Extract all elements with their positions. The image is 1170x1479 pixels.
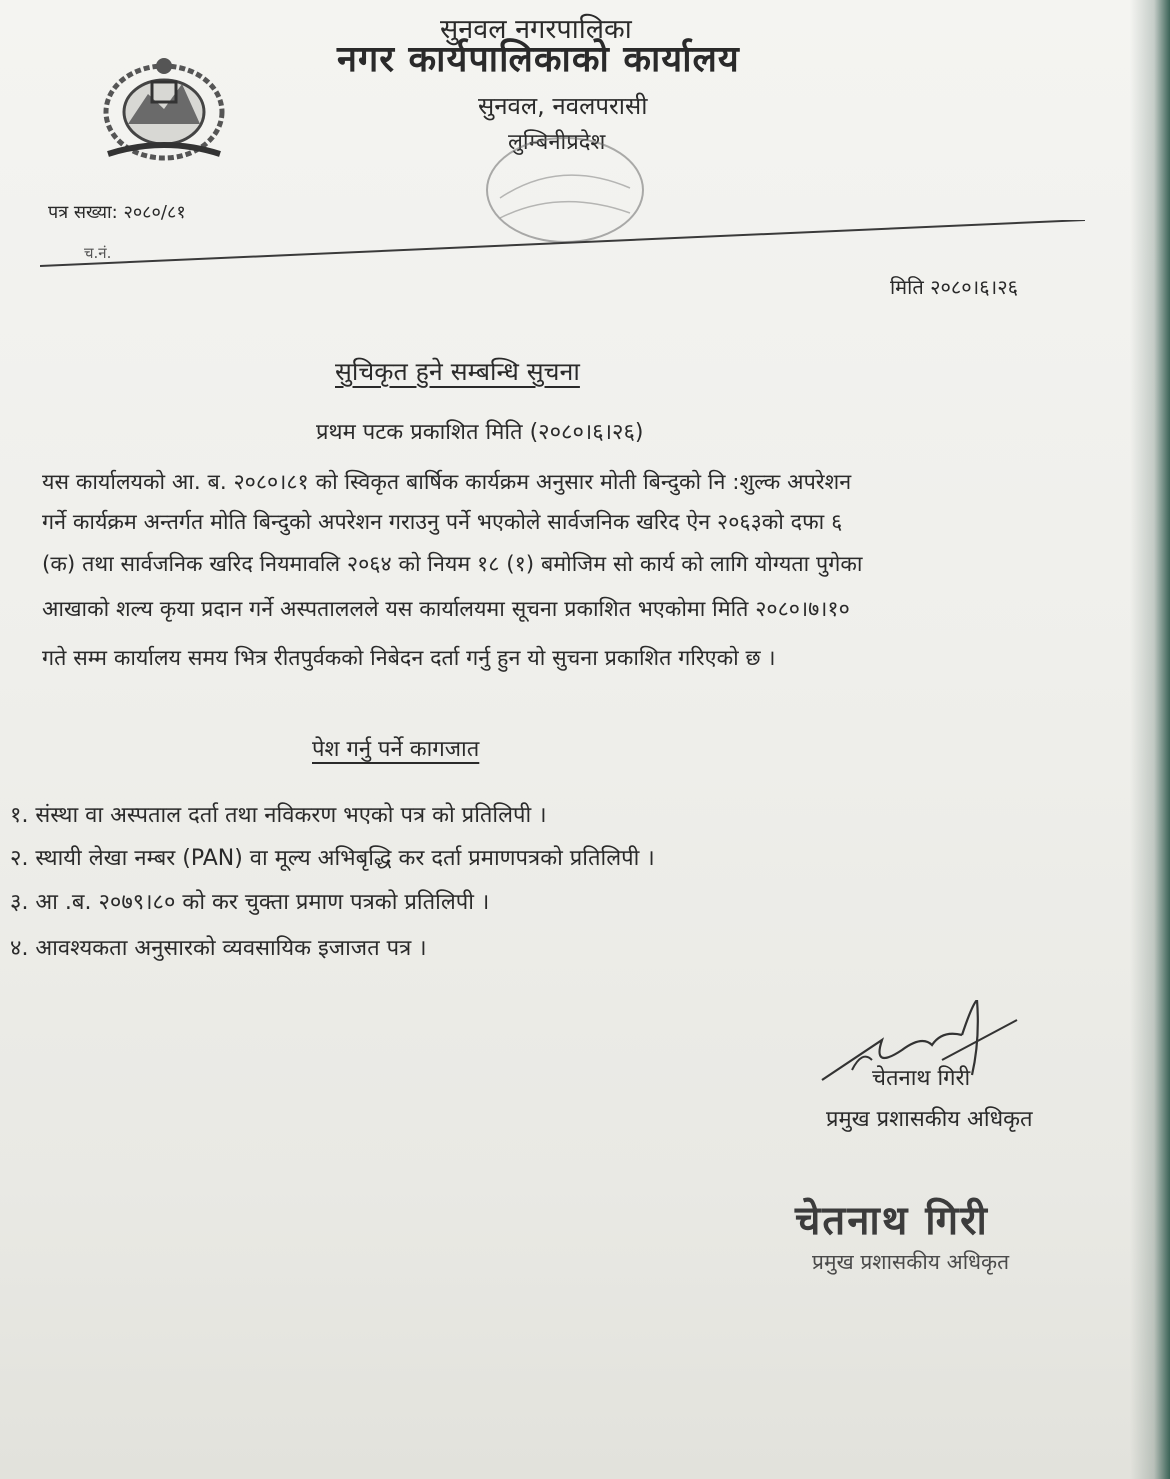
name-stamp: चेतनाथ गिरी [795,1198,989,1244]
nepal-government-emblem-icon [98,54,230,166]
notice-body-line: यस कार्यालयको आ. ब. २०८०।८१ को स्विकृत बार्षिक कार्यक्रम अनुसार मोती बिन्दुको नि :शुल्क अपरेशन [42,470,852,495]
notice-body-line: गर्ने कार्यक्रम अन्तर्गत मोति बिन्दुको अपरेशन गराउनु पर्ने भएकोले सार्वजनिक खरिद ऐन २०६३को दफा ६ [42,510,843,535]
office-province: लुम्बिनीप्रदेश [508,130,606,155]
office-location: सुनवल, नवलपरासी [478,92,648,120]
signatory-title: प्रमुख प्रशासकीय अधिकृत [826,1107,1033,1132]
letter-number: पत्र सख्या: २०८०/८१ [48,202,186,223]
notice-body-line: (क) तथा सार्वजनिक खरिद नियमावलि २०६४ को नियम १८ (१) बमोजिम सो कार्य को लागि योग्यता पुगेका [42,552,863,577]
office-name: नगर कार्यपालिकाको कार्यालय [337,39,740,80]
first-published-date: प्रथम पटक प्रकाशित मिति (२०८०।६।२६) [316,420,644,445]
name-stamp-title: प्रमुख प्रशासकीय अधिकृत [812,1250,1010,1274]
notice-body-line: आखाको शल्य कृया प्रदान गर्ने अस्पताललले यस कार्यालयमा सूचना प्रकाशित भएकोमा मिति २०८०।७।१० [42,597,850,622]
notice-body-line: गते सम्म कार्यालय समय भित्र रीतपुर्वकको निबेदन दर्ता गर्नु हुन यो सुचना प्रकाशित गरिएको छ । [42,646,776,671]
requirement-item: १. संस्था वा अस्पताल दर्ता तथा नविकरण भएको पत्र को प्रतिलिपी । [10,803,547,828]
requirement-item: २. स्थायी लेखा नम्बर (PAN) वा मूल्य अभिबृद्धि कर दर्ता प्रमाणपत्रको प्रतिलिपी । [10,846,655,871]
municipality-name: सुनवल नगरपालिका [440,14,632,45]
requirement-item: ४. आवश्यकता अनुसारको व्यवसायिक इजाजत पत्र । [10,936,427,961]
requirement-item: ३. आ .ब. २०७९।८० को कर चुक्ता प्रमाण पत्रको प्रतिलिपी । [10,890,490,915]
dispatch-number-label: च.नं. [84,244,112,262]
paper-edge-shadow [1130,0,1170,1479]
letter-date: मिति २०८०।६।२६ [890,275,1019,299]
signatory-name: चेतनाथ गिरी [872,1066,971,1091]
requirements-heading: पेश गर्नु पर्ने कागजात [312,737,480,762]
header-divider [40,220,1085,268]
notice-title: सुचिकृत हुने सम्बन्धि सुचना [335,357,580,386]
